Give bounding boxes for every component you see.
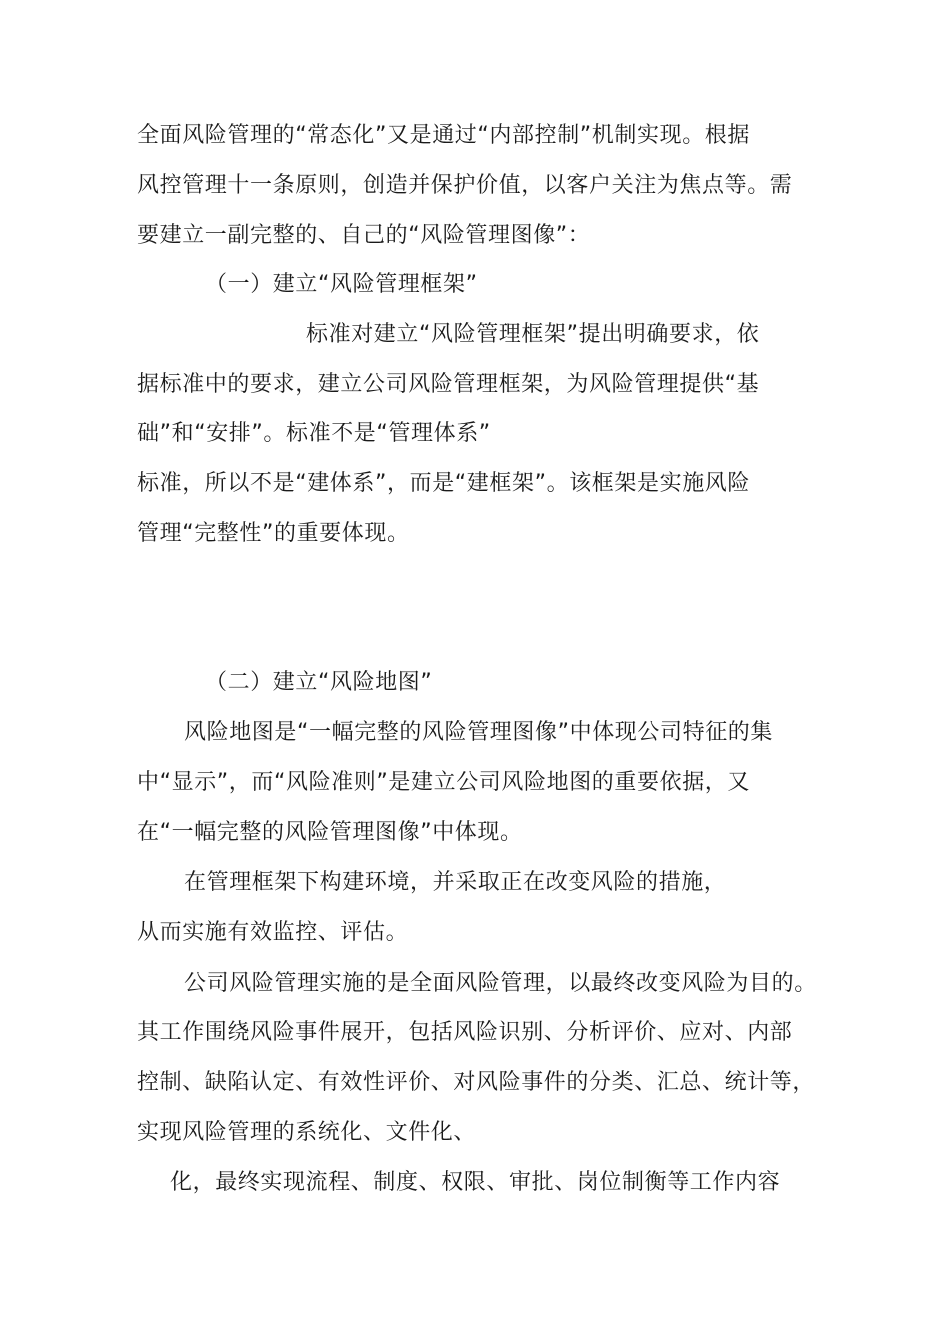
body-text-line: 全面风险管理的“常态化”又是通过“内部控制”机制实现。根据 xyxy=(137,123,750,148)
body-text-line: 础”和“安排”。标准不是“管理体系” xyxy=(137,421,491,446)
body-text-line: 在管理框架下构建环境，并采取正在改变风险的措施， xyxy=(184,870,727,895)
body-text-line: 中“显示”，而“风险准则”是建立公司风险地图的重要依据，又 xyxy=(137,770,750,795)
body-text-line: 公司风险管理实施的是全面风险管理，以最终改变风险为目的。 xyxy=(184,971,817,996)
body-text-line: 风控管理十一条原则，创造并保护价值，以客户关注为焦点等。需 xyxy=(137,173,793,198)
body-text-line: 控制、缺陷认定、有效性评价、对风险事件的分类、汇总、统计等， xyxy=(137,1070,816,1095)
body-text-line: 化，最终实现流程、制度、权限、审批、岗位制衡等工作内容 xyxy=(170,1170,781,1195)
body-text-line: 标准，所以不是“建体系”，而是“建框架”。该框架是实施风险 xyxy=(137,471,750,496)
body-text-line: 风险地图是“一幅完整的风险管理图像”中体现公司特征的集 xyxy=(184,720,773,745)
section-heading-2: （二）建立“风险地图” xyxy=(205,670,433,695)
body-text-line: 其工作围绕风险事件展开，包括风险识别、分析评价、应对、内部 xyxy=(137,1020,793,1045)
body-text-line: 实现风险管理的系统化、文件化、 xyxy=(137,1120,477,1145)
section-heading-1: （一）建立“风险管理框架” xyxy=(205,272,478,297)
body-text-line: 标准对建立“风险管理框架”提出明确要求，依 xyxy=(306,322,760,347)
body-text-line: 要建立一副完整的、自己的“风险管理图像”： xyxy=(137,223,591,248)
body-text-line: 在“一幅完整的风险管理图像”中体现。 xyxy=(137,820,523,845)
body-text-line: 据标准中的要求，建立公司风险管理框架，为风险管理提供“基 xyxy=(137,372,760,397)
body-text-line: 管理“完整性”的重要体现。 xyxy=(137,521,410,546)
body-text-line: 从而实施有效监控、评估。 xyxy=(137,920,409,945)
